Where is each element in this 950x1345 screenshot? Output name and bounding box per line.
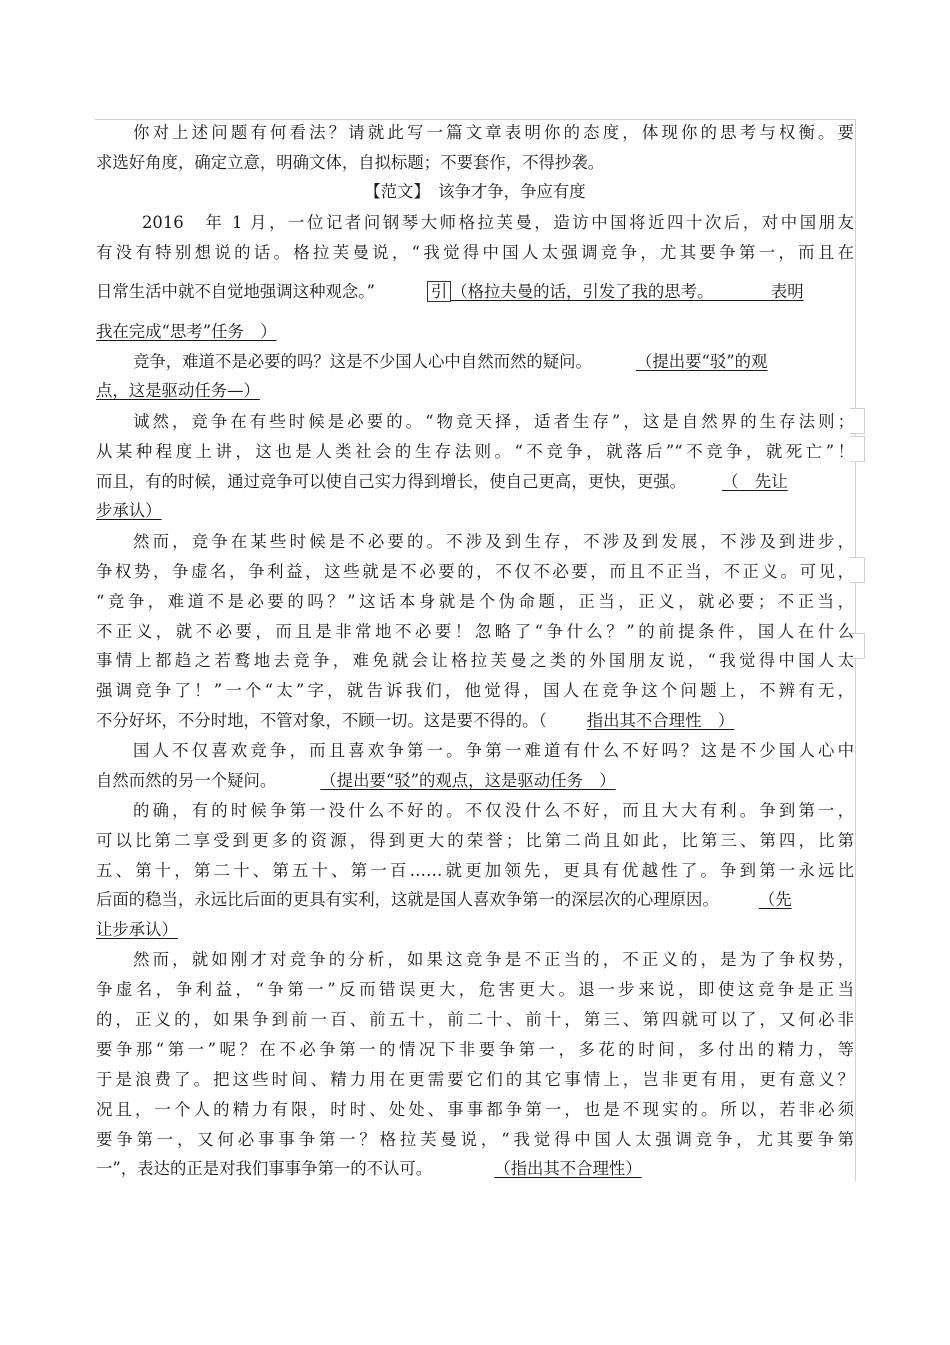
paragraph-line: 五、第十，第二十、第五十、第一百……就更加领先，更具有优越性了。争到第一永远比: [96, 861, 854, 880]
paragraph-line: 要争那“第一”呢？在不必争第一的情况下非要争第一，多花的时间，多付出的精力，等: [96, 1040, 854, 1059]
annotation-note: （提出要“驳”的观: [635, 352, 768, 371]
paragraph-line: [133, 352, 854, 372]
paragraph-line: 可以比第二享受到更多的资源，得到更大的荣誉；比第二尚且如此，比第三、第四，比第: [96, 831, 854, 850]
paragraph-text: 后面的稳当，永远比后面的更具有实利，这就是国人喜欢争第一的深层次的心理原因。: [96, 890, 719, 909]
prompt-line: 求选好角度，确定立意，明确文体，自拟标题；不要套作，不得抄袭。: [96, 153, 605, 172]
annotation-note: 我在完成“思考”任务 ）: [96, 322, 277, 341]
paragraph-line: [96, 890, 854, 910]
paragraph-line: [96, 472, 854, 492]
paragraph-line: 2016 年 1 月，一位记者问钢琴大师格拉芙曼，造访中国将近四十次后，对中国朋友: [142, 213, 854, 232]
paragraph-text: 而且，有的时候，通过竞争可以使自己实力得到增长，使自己更高，更快，更强。: [96, 472, 687, 491]
annotation-note: （先: [758, 890, 792, 909]
paragraph-line: 不正义，就不必要，而且是非常地不必要！忽略了“争什么？”的前提条件，国人在什么: [96, 622, 854, 641]
paragraph-text: 不分好坏，不分时地，不管对象，不顾一切。这是要不得的。（: [96, 711, 547, 730]
top-border-line: [95, 119, 855, 120]
paragraph-line: 事情上都趋之若鹜地去竞争，难免就会让格拉芙曼之类的外国朋友说，“我觉得中国人太: [96, 651, 854, 670]
essay-title: 【范文】 该争才争，争应有度: [364, 182, 586, 201]
paragraph-line: 然而，就如刚才对竞争的分析，如果这竞争是不正当的，不正义的，是为了争权势，: [133, 950, 854, 969]
paragraph-line: 于是浪费了。把这些时间、精力用在更需要它们的其它事情上，岂非更有用，更有意义？: [96, 1070, 854, 1089]
annotation-box: 引: [427, 281, 451, 302]
paragraph-text: 竞争，难道不是必要的吗？这是不少国人心中自然而然的疑问。: [133, 352, 592, 371]
annotation-note: 指出其不合理性 ）: [586, 711, 735, 730]
annotation-note: （指出其不合理性）: [494, 1159, 642, 1178]
annotation-note: 让步承认）: [96, 920, 178, 939]
prompt-line: 你对上述问题有何看法？请就此写一篇文章表明你的态度，体现你的思考与权衡。要: [133, 123, 854, 142]
paragraph-line: 的确，有的时候争第一没什么不好的。不仅没什么不好，而且大大有利。争到第一，: [133, 801, 854, 820]
paragraph-line: 争权势，争虚名，争利益，这些就是不必要的，不仅不必要，而且不正当，不正义。可见，: [96, 562, 854, 581]
paragraph-line: 要争第一，又何必事事争第一？格拉芙曼说，“我觉得中国人太强调竞争，尤其要争第: [96, 1130, 854, 1149]
paragraph-text: 一”，表达的正是对我们事事争第一的不认可。: [96, 1159, 433, 1178]
paragraph-line: 有没有特别想说的话。格拉芙曼说，“我觉得中国人太强调竞争，尤其要争第一，而且在: [96, 243, 854, 262]
paragraph-line: 的，正义的，如果争到前一百、前五十，前二十、前十，第三、第四就可以了，又何必非: [96, 1010, 854, 1029]
paragraph-line: 争虚名，争利益，“争第一”反而错误更大，危害更大。退一步来说，即使这竞争是正当: [96, 980, 854, 999]
annotation-note: （提出要“驳”的观点，这是驱动任务 ）: [320, 771, 616, 790]
paragraph-line: 况且，一个人的精力有限，时时、处处、事事都争第一，也是不现实的。所以，若非必须: [96, 1100, 854, 1119]
annotation-note: 点，这是驱动任务—）: [96, 381, 260, 400]
paragraph-line: [96, 1159, 854, 1179]
annotation-note: 步承认）: [96, 501, 162, 520]
paragraph-line: 从某种程度上讲，这也是人类社会的生存法则。“不竞争，就落后”“不竞争，就死亡”！: [96, 442, 854, 461]
paragraph-line: [96, 771, 854, 791]
paragraph-line: 诚然，竞争在有些时候是必要的。“物竞天择，适者生存”，这是自然界的生存法则；: [133, 412, 854, 431]
paragraph-text: 日常生活中就不自觉地强调这种观念。”: [96, 282, 375, 301]
annotation-note: （格拉夫曼的话，引发了我的思考。 表明: [451, 282, 804, 301]
annotation-note: （ 先让: [722, 472, 788, 491]
paragraph-line: 国人不仅喜欢竞争，而且喜欢争第一。争第一难道有什么不好吗？这是不少国人心中: [133, 741, 854, 760]
paragraph-text: 自然而然的另一个疑问。: [96, 771, 277, 790]
paragraph-line: [96, 282, 854, 302]
paragraph-line: “竞争，难道不是必要的吗？”这话本身就是个伪命题，正当，正义，就必要；不正当，: [96, 592, 854, 611]
paragraph-line: [96, 711, 854, 731]
paragraph-line: 强调竞争了！”一个“太”字，就告诉我们，他觉得，国人在竞争这个问题上，不辨有无，: [96, 681, 854, 700]
paragraph-line: 然而，竞争在某些时候是不必要的。不涉及到生存，不涉及到发展，不涉及到进步，: [133, 532, 854, 551]
